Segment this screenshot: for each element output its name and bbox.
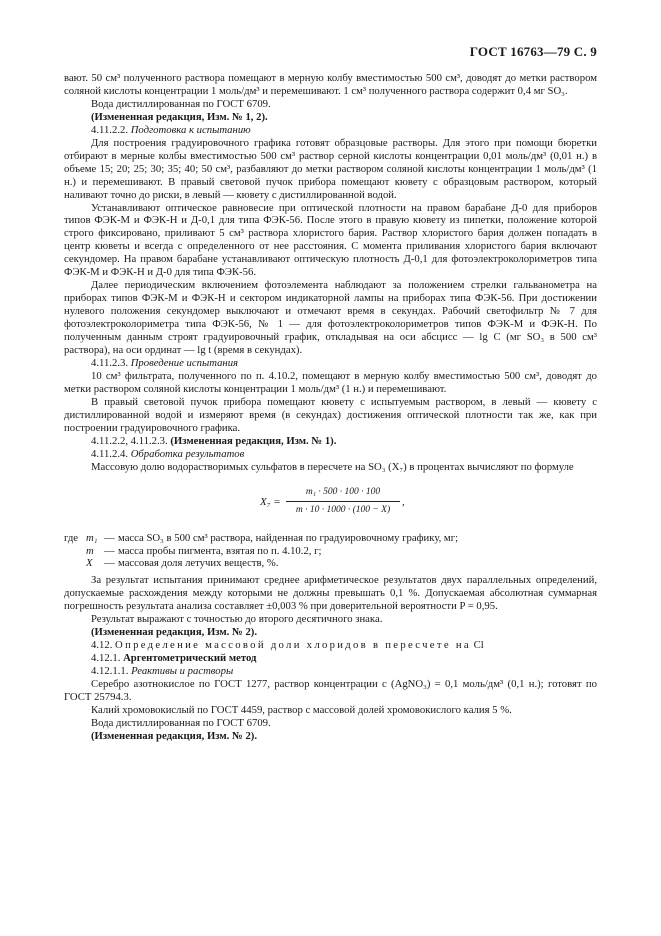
formula-numerator: m₁ · 500 · 100 · 100 [286,486,400,502]
paragraph: Массовую долю водорастворимых сульфатов в пересчете на SO₃ (X₇) в процентах вычисляют по формуле [91,460,574,473]
definition-row [64,545,597,558]
formula-comma: , [402,495,405,508]
section-title: Подготовка к испытанию [130,123,251,136]
section-title: Проведение испытания [130,356,239,369]
definition-symbol: m [86,544,94,557]
definition-row [64,532,597,545]
section-heading [64,124,597,137]
section-title: Определение массовой доли хлоридов в пересчете на [115,639,471,652]
section-number: 4.12.1. [91,652,121,665]
definition-row [64,557,597,570]
definition-dash: — [104,557,115,570]
section-heading [64,448,597,461]
definition-dash: — [104,531,115,544]
definition-text: массовая доля летучих веществ, %. [118,557,279,570]
definition-prefix: где [64,531,79,544]
definition-dash: — [104,544,115,557]
amendment-note: (Измененная редакция, Изм. № 1). [170,434,337,447]
definition-text: масса SO₃ в 500 см³ раствора, найденная по градуировочному графику, мг; [118,531,459,544]
formula-denominator: m · 10 · 1000 · (100 − X) [295,504,391,515]
paragraph: Серебро азотнокислое по ГОСТ 1277, раствор концентрации c (AgNO₃) = 0,1 моль/дм³ (0,1 н.); готовят по ГОСТ 25794.3. [64,678,597,703]
formula-lhs: X₇ = [260,495,281,508]
definition-text: масса пробы пигмента, взятая по п. 4.10.2, г; [118,544,322,557]
section-number: 4.11.2.4. [91,447,129,460]
section-number: 4.11.2.3. [91,356,129,369]
paragraph: Вода дистиллированная по ГОСТ 6709. [91,97,271,110]
section-number: 4.12.1.1. [91,665,129,678]
document-body [64,72,597,743]
section-title: Реактивы и растворы [131,665,234,678]
paragraph: Результат выражают с точностью до второго десятичного знака. [91,613,383,626]
section-number: 4.11.2.2. [91,123,129,136]
definition-symbol: X [86,557,93,570]
paragraph: Калий хромовокислый по ГОСТ 4459, раствор с массовой долей хромовокислого калия 5 %. [91,703,512,716]
amendment-line [64,435,597,448]
section-number: 4.11.2.2, 4.11.2.3. [91,434,168,447]
paragraph: В правый световой пучок прибора помещают кювету с испытуемым раствором, в левый — кювету с дистиллированной водой и измеряют время (в секундах) достижения оптической плотности так же, как при построении градуировочного графика. [64,395,597,434]
paragraph: вают. 50 см³ полученного раствора помещают в мерную колбу вместимостью 500 см³, доводят до метки раствором соляной кислоты концентрации 1 моль/дм³ и перемешивают. 1 см³ полученного раствора содержит 0,4 мг SO₃. [64,72,597,97]
paragraph: Для построения градуировочного графика готовят образцовые растворы. Для этого при помощи бюретки отбирают в мерные колбы вместимостью 500 см³ раствор серной кислоты концентрации 0,01 моль/дм³ (0,01 н.) в объеме 15; 20; 25; 30; 35; 40; 50 см³, разбавляют до метки раствором соляной кислоты концентрации 1 моль/дм³ (1 н.) и перемешивают. В правый световой пучок прибора помещают кювету с образцовым раствором, который наливают точно до риски, в левый — кювету с дистиллированной водой. [64,136,597,201]
variable-definitions [64,532,597,571]
formula [64,482,597,526]
section-heading [64,665,597,678]
section-title-tail: Cl [473,639,484,652]
paragraph: Далее периодическим включением фотоэлемента наблюдают за положением стрелки гальванометра на приборах типов ФЭК-М и ФЭК-Н и сектором индикаторной лампы на приборах типа ФЭК-56. При достижении нулевого положения секундомер выключают и отмечают время в секундах. Рабочий светофильтр № 7 для фотоэлектроколориметра типа ФЭК-56, № 1 — для фотоэлектроколориметров типов ФЭК-М и ФЭК-Н. По полученным данным строят градуировочный график, откладывая на оси абсцисс — lg C (мг SO₃ в 500 см³ раствора), на оси ординат — lg t (время в секундах). [64,279,597,357]
page-header: ГОСТ 16763—79 С. 9 [469,44,597,59]
amendment-note: (Измененная редакция, Изм. № 2). [91,626,258,639]
section-number: 4.12. [91,639,113,652]
paragraph: 10 см³ фильтрата, полученного по п. 4.10.2, помещают в мерную колбу вместимостью 500 см³, доводят до метки раствором соляной кислоты концентрации 1 моль/дм³ (1 н.) и перемешивают. [64,369,597,395]
section-title: Обработка результатов [130,447,245,460]
section-heading [64,652,597,665]
paragraph: Устанавливают оптическое равновесие при оптической плотности на правом барабане Д-0 для приборов типов ФЭК-М и ФЭК-Н и Д-0,1 для типа ФЭК-56. После этого в правую кювету из пипетки, положение которой строго фиксировано, приливают 5 см³ раствора хлористого бария. Раствор хлористого бария должен попадать в центр кюветы и всегда с определенного от нее расстояния. С момента приливания хлористого бария включают секундомер. На правом барабане устанавливают оптическую плотность Д-0,1 для фотоэлектроколориметров типа ФЭК-М и ФЭК-Н и Д-0 для типа ФЭК-56. [64,201,597,279]
section-heading [64,639,597,652]
section-heading [64,357,597,370]
amendment-note: (Измененная редакция, Изм. № 2). [91,729,258,742]
formula-fraction [286,486,400,517]
paragraph: Вода дистиллированная по ГОСТ 6709. [91,716,271,729]
paragraph: За результат испытания принимают среднее арифметическое результатов двух параллельных определений, допускаемые расхождения между которыми не должны превышать 0,1 %. Допускаемая абсолютная суммарная погрешность результата анализа составляет ±0,003 % при доверительной вероятности P = 0,95. [64,574,597,613]
section-title: Аргентометрический метод [123,652,257,665]
amendment-note: (Измененная редакция, Изм. № 1, 2). [91,110,268,123]
definition-symbol: m₁ [86,531,98,544]
